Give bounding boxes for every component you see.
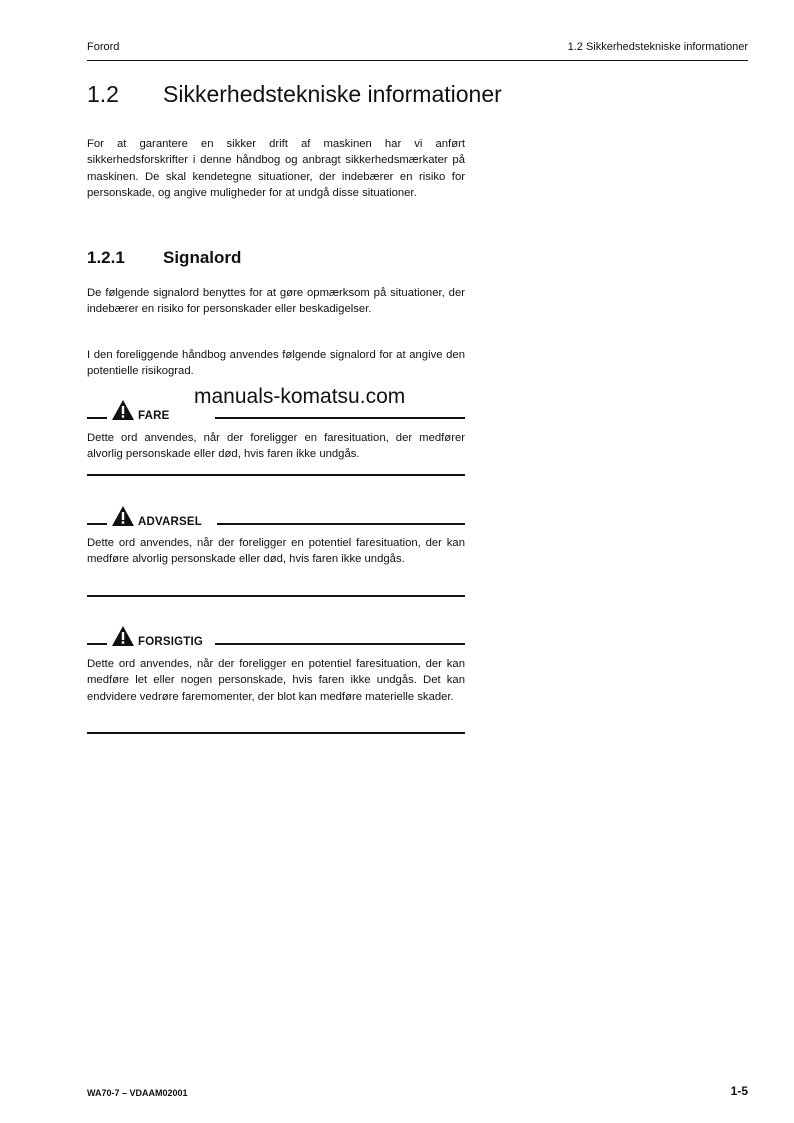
warning-end-rule — [87, 732, 465, 734]
footer-doc-code: WA70-7 – VDAAM02001 — [87, 1088, 188, 1098]
warning-header-fare — [87, 399, 465, 421]
warning-end-rule — [87, 474, 465, 476]
warning-line — [215, 417, 465, 419]
header-section: 1.2 Sikkerhedstekniske informationer — [567, 41, 748, 53]
warning-triangle-icon — [111, 505, 135, 527]
warning-dash — [87, 417, 107, 419]
page-number: 1-5 — [730, 1084, 748, 1098]
subsection-para-2: I den foreliggende håndbog anvendes følgende signalord for at angive den potentielle risikograd. — [87, 349, 465, 378]
warning-label: FARE — [138, 410, 173, 422]
warning-text-fare: Dette ord anvendes, når der foreligger en faresituation, der medfører alvorlig personskade eller død, hvis faren ikke undgås. — [87, 432, 465, 461]
warning-label: ADVARSEL — [138, 516, 206, 528]
section-title: Sikkerhedstekniske informationer — [163, 81, 502, 107]
subsection-title: Signalord — [163, 248, 242, 267]
warning-triangle-icon — [111, 625, 135, 647]
warning-line — [217, 523, 465, 525]
watermark: manuals-komatsu.com — [194, 385, 406, 408]
warning-dash — [87, 643, 107, 645]
warning-line — [215, 643, 465, 645]
section-number: 1.2 — [87, 81, 119, 107]
warning-end-rule — [87, 595, 465, 597]
subsection-heading — [87, 248, 241, 268]
warning-text-advarsel: Dette ord anvendes, når der foreligger en potentiel faresituation, der kan medføre alvorlig personskade eller død, hvis faren ikke undgås. — [87, 537, 465, 566]
warning-label: FORSIGTIG — [138, 636, 207, 648]
header-chapter: Forord — [87, 41, 120, 53]
section-intro: For at garantere en sikker drift af maskinen har vi anført sikkerhedsforskrifter i denne håndbog og anbragt sikkerhedsmærkater på maskinen. De skal kendetegne situationer, der indebærer en risiko for personskade, og angive muligheder for at undgå disse situationer. — [87, 138, 465, 199]
warning-triangle-icon — [111, 399, 135, 421]
warning-dash — [87, 523, 107, 525]
subsection-number: 1.2.1 — [87, 248, 125, 267]
subsection-para-1: De følgende signalord benyttes for at gøre opmærksom på situationer, der indebærer en risiko for personskader eller beskadigelser. — [87, 287, 465, 316]
header-divider — [87, 60, 748, 61]
warning-text-forsigtig: Dette ord anvendes, når der foreligger en potentiel faresituation, der kan medføre let eller nogen personskade, hvis faren ikke undgås. Det kan endvidere vedrøre faremomenter, der blot kan medføre materielle skader. — [87, 658, 465, 703]
warning-header-advarsel — [87, 505, 465, 527]
section-heading — [87, 81, 502, 108]
warning-header-forsigtig — [87, 625, 465, 647]
